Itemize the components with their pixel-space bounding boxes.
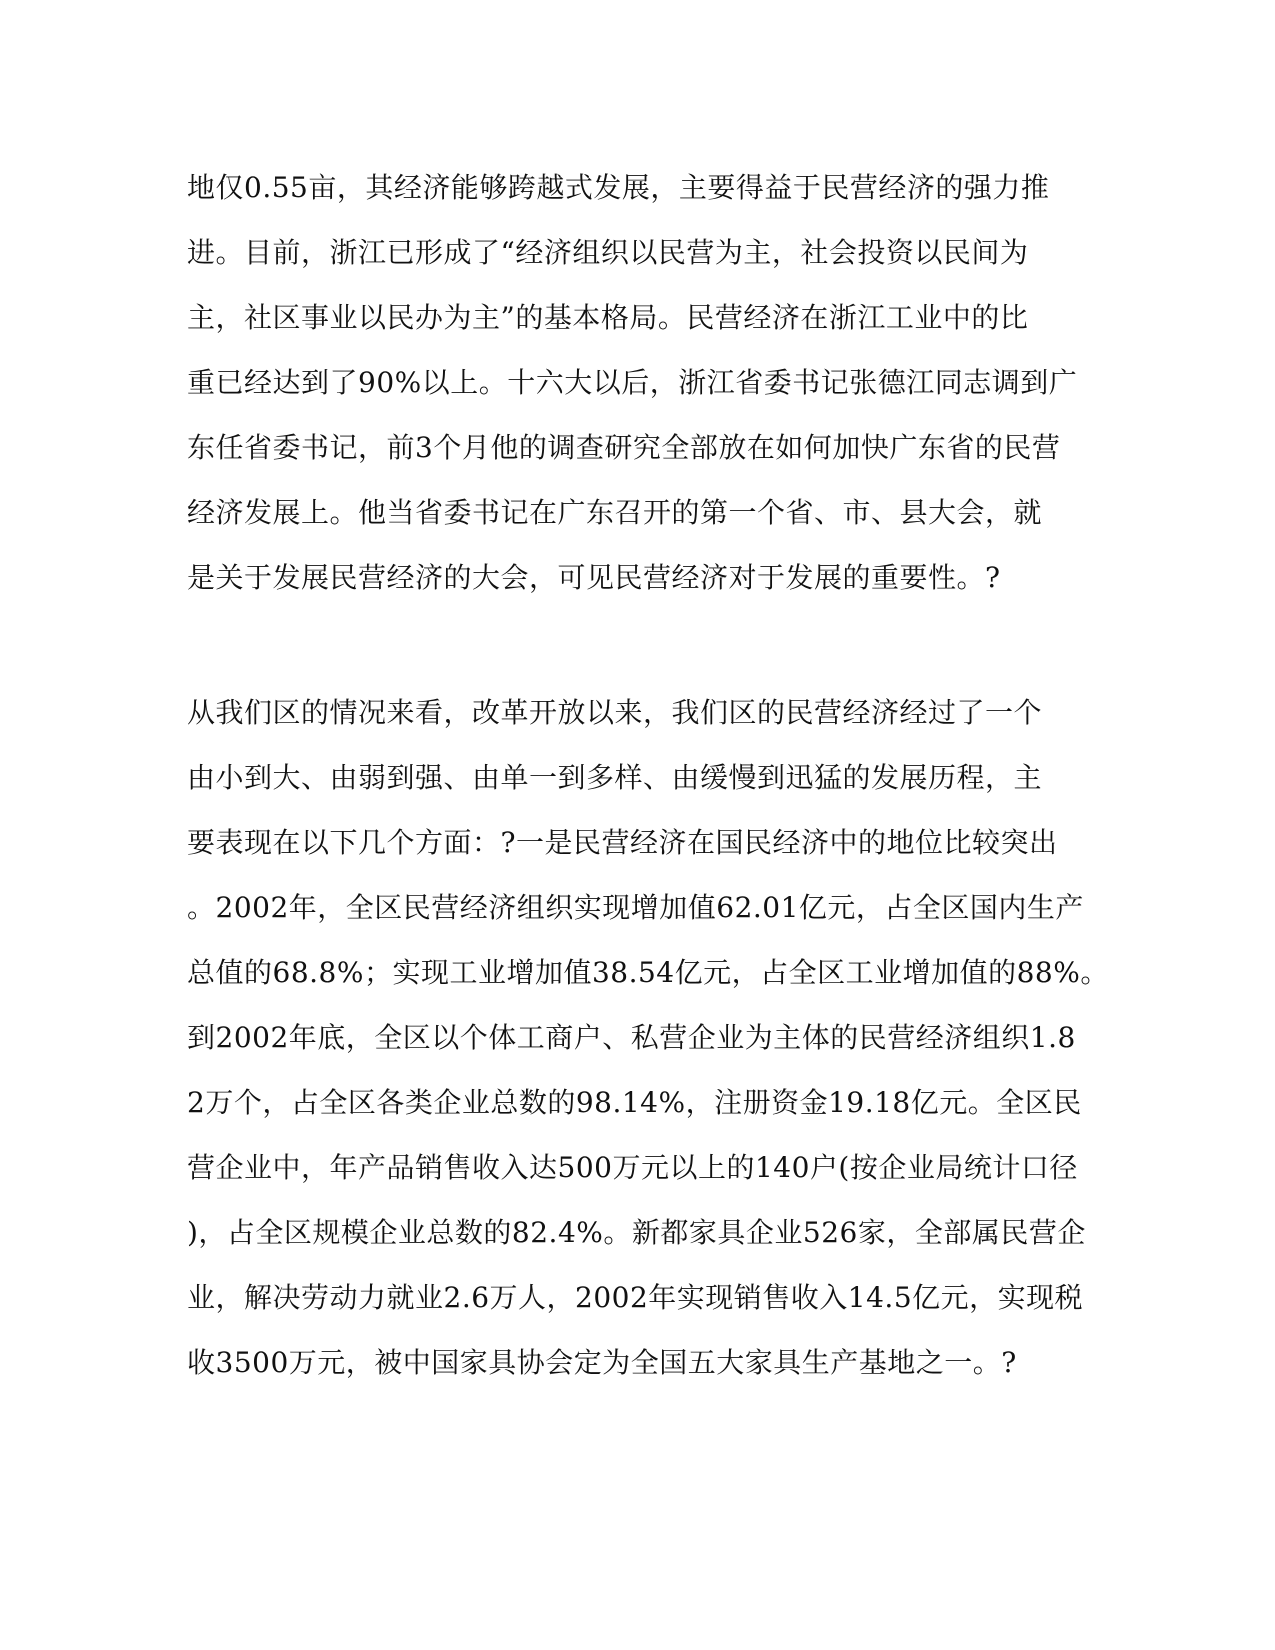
text-line: 主，社区事业以民办为主”的基本格局。民营经济在浙江工业中的比 — [187, 301, 1029, 334]
paragraph-1 — [187, 155, 1087, 610]
text-line: 。2002年，全区民营经济组织实现增加值62.01亿元，占全区国内生产 — [187, 891, 1084, 924]
paragraph-2 — [187, 680, 1109, 1395]
text-line: 地仅0.55亩，其经济能够跨越式发展，主要得益于民营经济的强力推 — [187, 171, 1050, 204]
text-line: 2万个，占全区各类企业总数的98.14%，注册资金19.18亿元。全区民 — [187, 1086, 1082, 1119]
text-line: 经济发展上。他当省委书记在广东召开的第一个省、市、县大会，就 — [187, 496, 1043, 529]
text-line: 收3500万元，被中国家具协会定为全国五大家具生产基地之一。? — [187, 1346, 1017, 1379]
text-line: 是关于发展民营经济的大会，可见民营经济对于发展的重要性。? — [187, 561, 1001, 594]
text-line: 营企业中，年产品销售收入达500万元以上的140户(按企业局统计口径 — [187, 1151, 1078, 1184]
text-line: 总值的68.8%；实现工业增加值38.54亿元，占全区工业增加值的88%。 — [187, 956, 1109, 989]
text-line: 由小到大、由弱到强、由单一到多样、由缓慢到迅猛的发展历程，主 — [187, 761, 1043, 794]
text-line: 从我们区的情况来看，改革开放以来，我们区的民营经济经过了一个 — [187, 696, 1043, 729]
text-line: )，占全区规模企业总数的82.4%。新都家具企业526家，全部属民营企 — [187, 1216, 1086, 1249]
text-line: 到2002年底，全区以个体工商户、私营企业为主体的民营经济组织1.8 — [187, 1021, 1076, 1054]
text-line: 业，解决劳动力就业2.6万人，2002年实现销售收入14.5亿元，实现税 — [187, 1281, 1084, 1314]
text-line: 进。目前，浙江已形成了“经济组织以民营为主，社会投资以民间为 — [187, 236, 1029, 269]
text-line: 东任省委书记，前3个月他的调查研究全部放在如何加快广东省的民营 — [187, 431, 1061, 464]
text-line: 重已经达到了90%以上。十六大以后，浙江省委书记张德江同志调到广 — [187, 366, 1078, 399]
text-line: 要表现在以下几个方面：?一是民营经济在国民经济中的地位比较突出 — [187, 826, 1058, 859]
